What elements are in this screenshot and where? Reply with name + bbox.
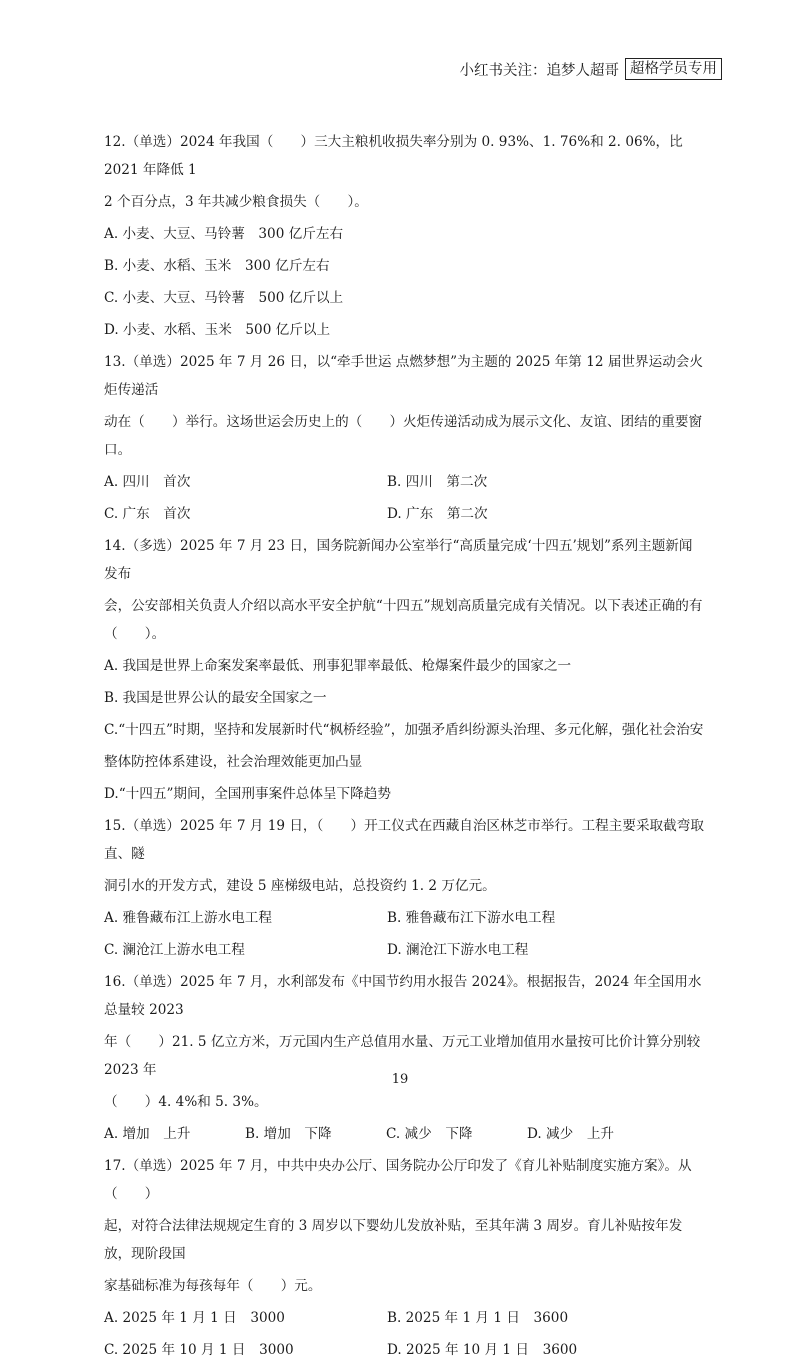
question-stem-line: 13.（单选）2025 年 7 月 26 日，以“牵手世运 点燃梦想”为主题的 2025 年第 12 届世界运动会火炬传递活 (104, 354, 703, 398)
question-stem-line: 洞引水的开发方式，建设 5 座梯级电站，总投资约 1. 2 万亿元。 (104, 878, 496, 894)
options-row (104, 466, 704, 498)
question-12 (104, 126, 704, 346)
options-row (104, 1302, 704, 1334)
page-header (460, 58, 723, 80)
option-c: C. 小麦、大豆、马铃薯 500 亿斤以上 (104, 290, 344, 306)
question-stem-line: 年（ ）21. 5 亿立方米，万元国内生产总值用水量、万元工业增加值用水量按可比价计算分别较 2023 年 (104, 1034, 701, 1078)
option-b: B. 我国是世界公认的最安全国家之一 (104, 690, 327, 706)
question-stem-line: 会，公安部相关负责人介绍以高水平安全护航“十四五”规划高质量完成有关情况。以下表述正确的有（ ）。 (104, 598, 703, 642)
question-stem-line: 12.（单选）2024 年我国（ ）三大主粮机收损失率分别为 0. 93%、1. 76%和 2. 06%，比 2021 年降低 1 (104, 134, 683, 178)
question-stem-line: 16.（单选）2025 年 7 月，水利部发布《中国节约用水报告 2024》。根据报告，2024 年全国用水总量较 2023 (104, 974, 702, 1018)
option-a: A. 2025 年 1 月 1 日 3000 (104, 1310, 285, 1326)
question-stem-line: 起，对符合法律法规规定生育的 3 周岁以下婴幼儿发放补贴，至其年满 3 周岁。育儿补贴按年发放，现阶段国 (104, 1218, 683, 1262)
option-c: C. 广东 首次 (104, 506, 191, 522)
option-a: A. 雅鲁藏布江上游水电工程 (104, 910, 272, 926)
question-16 (104, 966, 704, 1150)
question-stem-line: 家基础标准为每孩每年（ ）元。 (104, 1278, 322, 1294)
question-stem-line: 2 个百分点，3 年共减少粮食损失（ ）。 (104, 194, 368, 210)
option-b: B. 增加 下降 (245, 1126, 332, 1142)
option-a: A. 四川 首次 (104, 474, 191, 490)
options-row (104, 498, 704, 530)
options-row (104, 1334, 704, 1366)
question-15 (104, 810, 704, 966)
question-list (104, 126, 704, 1366)
option-b: B. 雅鲁藏布江下游水电工程 (387, 910, 556, 926)
option-d: D.“十四五”期间，全国刑事案件总体呈下降趋势 (104, 786, 391, 802)
question-stem-line: 动在（ ）举行。这场世运会历史上的（ ）火炬传递活动成为展示文化、友谊、团结的重要窗口。 (104, 414, 703, 458)
option-c: C. 澜沧江上游水电工程 (104, 942, 245, 958)
option-a: A. 我国是世界上命案发案率最低、刑事犯罪率最低、枪爆案件最少的国家之一 (104, 658, 572, 674)
page-number: 19 (391, 1072, 409, 1087)
option-c: C. 2025 年 10 月 1 日 3000 (104, 1342, 294, 1358)
question-13 (104, 346, 704, 530)
option-d: D. 减少 上升 (527, 1126, 615, 1142)
option-b: B. 小麦、水稻、玉米 300 亿斤左右 (104, 258, 330, 274)
options-row (104, 902, 704, 934)
options-row (104, 934, 704, 966)
question-17 (104, 1150, 704, 1366)
question-stem-line: 17.（单选）2025 年 7 月，中共中央办公厅、国务院办公厅印发了《育儿补贴制度实施方案》。从（ ） (104, 1158, 692, 1202)
option-b: B. 四川 第二次 (387, 474, 488, 490)
header-tag: 超格学员专用 (625, 58, 722, 80)
question-stem-line: 15.（单选）2025 年 7 月 19 日，（ ）开工仪式在西藏自治区林芝市举行。工程主要采取截弯取直、隧 (104, 818, 704, 862)
option-b: B. 2025 年 1 月 1 日 3600 (387, 1310, 569, 1326)
option-d: D. 2025 年 10 月 1 日 3600 (387, 1342, 578, 1358)
header-label: 小红书关注：追梦人超哥 (459, 62, 619, 79)
option-d: D. 广东 第二次 (387, 506, 488, 522)
option-c: C. 减少 下降 (386, 1126, 473, 1142)
option-d: D. 澜沧江下游水电工程 (387, 942, 529, 958)
option-c-continued: 整体防控体系建设，社会治理效能更加凸显 (104, 754, 363, 770)
option-c: C.“十四五”时期，坚持和发展新时代“枫桥经验”，加强矛盾纠纷源头治理、多元化解，强化社会治安 (104, 722, 704, 738)
question-stem-line: 14.（多选）2025 年 7 月 23 日，国务院新闻办公室举行“高质量完成‘十四五’规划”系列主题新闻发布 (104, 538, 693, 582)
option-a: A. 小麦、大豆、马铃薯 300 亿斤左右 (104, 226, 344, 242)
option-d: D. 小麦、水稻、玉米 500 亿斤以上 (104, 322, 331, 338)
question-14 (104, 530, 704, 810)
options-row (104, 1118, 704, 1150)
option-a: A. 增加 上升 (104, 1126, 191, 1142)
question-stem-line: （ ）4. 4%和 5. 3%。 (104, 1094, 268, 1110)
